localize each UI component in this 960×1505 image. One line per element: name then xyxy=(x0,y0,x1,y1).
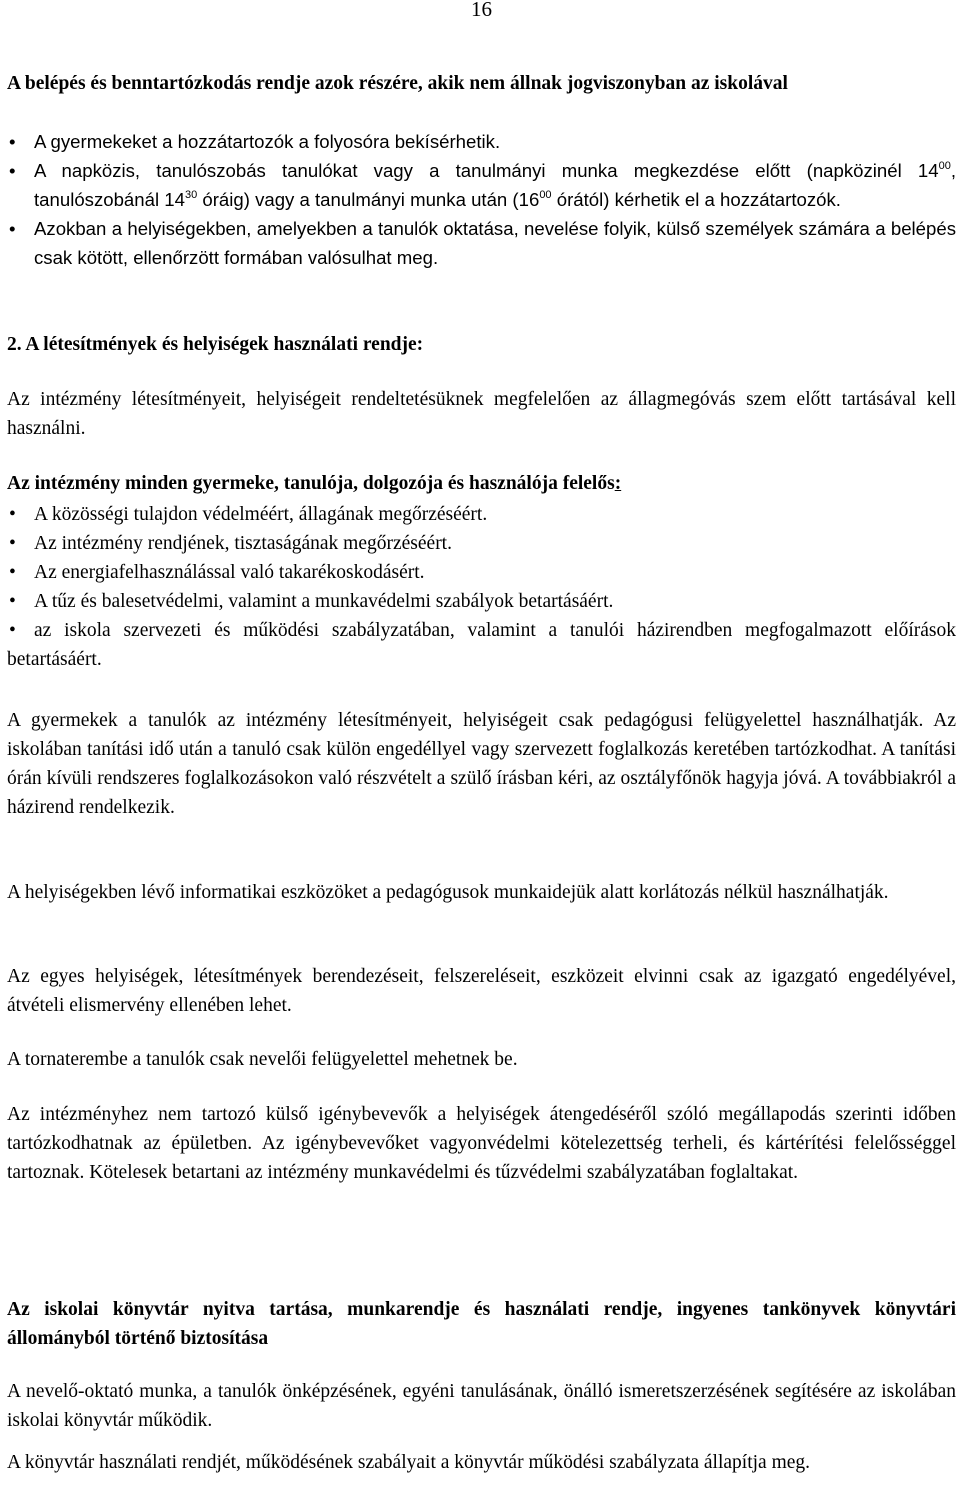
paragraph-equipment: Az egyes helyiségek, létesítmények berendezéseit, felszereléseit, eszközeit elvinni csak az igazgató engedélyével, átvételi elismervény ellenében lehet. xyxy=(7,966,956,1016)
list-item: • Az intézmény rendjének, tisztaságának megőrzéséért. xyxy=(7,529,956,558)
paragraph-library-rules: A könyvtár használati rendjét, működésének szabályait a könyvtár működési szabályzata állapítja meg. xyxy=(7,1452,811,1473)
page-number: 16 xyxy=(471,0,492,21)
bullet-icon: • xyxy=(9,591,16,612)
bullet-icon: • xyxy=(9,533,16,554)
facilities-intro: Az intézmény létesítményeit, helyiségeit rendeltetésüknek megfelelően az állagmegóvás szem előtt tartásával kell használni. xyxy=(7,389,956,439)
entry-rules-list xyxy=(7,127,956,272)
list-item: • Azokban a helyiségekben, amelyekben a tanulók oktatása, nevelése folyik, külső személyek számára a belépés csak kötött, ellenőrzött formában valósulhat meg. xyxy=(7,214,956,272)
bullet-icon: • xyxy=(9,131,16,152)
bullet-icon: • xyxy=(9,160,16,181)
bullet-icon: • xyxy=(9,218,16,239)
paragraph-library-purpose: A nevelő-oktató munka, a tanulók önképzésének, egyéni tanulásának, önálló ismeretszerzésének segítésére az iskolában iskolai könyvtár működik. xyxy=(7,1381,956,1431)
section-heading-library: Az iskolai könyvtár nyitva tartása, munkarendje és használati rendje, ingyenes tankönyvek könyvtári állományból történő biztosítása xyxy=(7,1299,956,1349)
paragraph-supervision: A gyermekek a tanulók az intézmény létesítményeit, helyiségeit csak pedagógusi felügyelettel használhatják. Az iskolában tanítási idő után a tanuló csak külön engedéllyel vagy szervezett foglalkozás keretében tartózkodhat. A tanítási órán kívüli rendszeres foglalkozásokon való részvételt a szülő írásban kéri, az osztályfőnök hagyja jóvá. A továbbiakról a házirend rendelkezik. xyxy=(7,710,956,818)
paragraph-it-devices: A helyiségekben lévő informatikai eszközöket a pedagógusok munkaidejük alatt korlátozás nélkül használhatják. xyxy=(7,882,889,903)
list-item: • A közösségi tulajdon védelméért, állagának megőrzéséért. xyxy=(7,500,956,529)
list-item: • Az energiafelhasználással való takarékoskodásért. xyxy=(7,558,956,587)
responsibility-list xyxy=(7,500,956,674)
responsibility-heading: Az intézmény minden gyermeke, tanulója, dolgozója és használója felelős: xyxy=(7,473,622,494)
list-item: • A napközis, tanulószobás tanulókat vagy a tanulmányi munka megkezdése előtt (napközinél $14^{00}$, tanulószobánál $14^{30}$ óráig) vagy a tanulmányi munka után ($16^{00}$ órától) kérhetik el a hozzátartozók. xyxy=(7,156,956,214)
list-item: • A tűz és balesetvédelmi, valamint a munkavédelmi szabályok betartásáért. xyxy=(7,587,956,616)
section-heading-entry-rules: A belépés és benntartózkodás rendje azok részére, akik nem állnak jogviszonyban az iskolával xyxy=(7,73,788,94)
list-item: • az iskola szervezeti és működési szabályzatában, valamint a tanulói házirendben megfogalmazott előírások betartásáért. xyxy=(7,616,956,674)
section-heading-facilities: 2. A létesítmények és helyiségek használati rendje: xyxy=(7,334,424,355)
paragraph-gym: A tornaterembe a tanulók csak nevelői felügyelettel mehetnek be. xyxy=(7,1049,518,1070)
paragraph-external-users: Az intézményhez nem tartozó külső igénybevevők a helyiségek átengedéséről szóló megállapodás szerinti időben tartózkodhatnak az épületben. Az igénybevevőket vagyonvédelmi kötelezettség terheli, és kártérítési felelősséggel tartoznak. Kötelesek betartani az intézmény munkavédelmi és tűzvédelmi szabályzatában foglaltakat. xyxy=(7,1104,956,1183)
bullet-icon: • xyxy=(9,562,16,583)
bullet-icon: • xyxy=(9,504,16,525)
bullet-icon: • xyxy=(9,620,16,641)
list-item: • A gyermekeket a hozzátartozók a folyosóra bekísérhetik. xyxy=(7,127,956,156)
